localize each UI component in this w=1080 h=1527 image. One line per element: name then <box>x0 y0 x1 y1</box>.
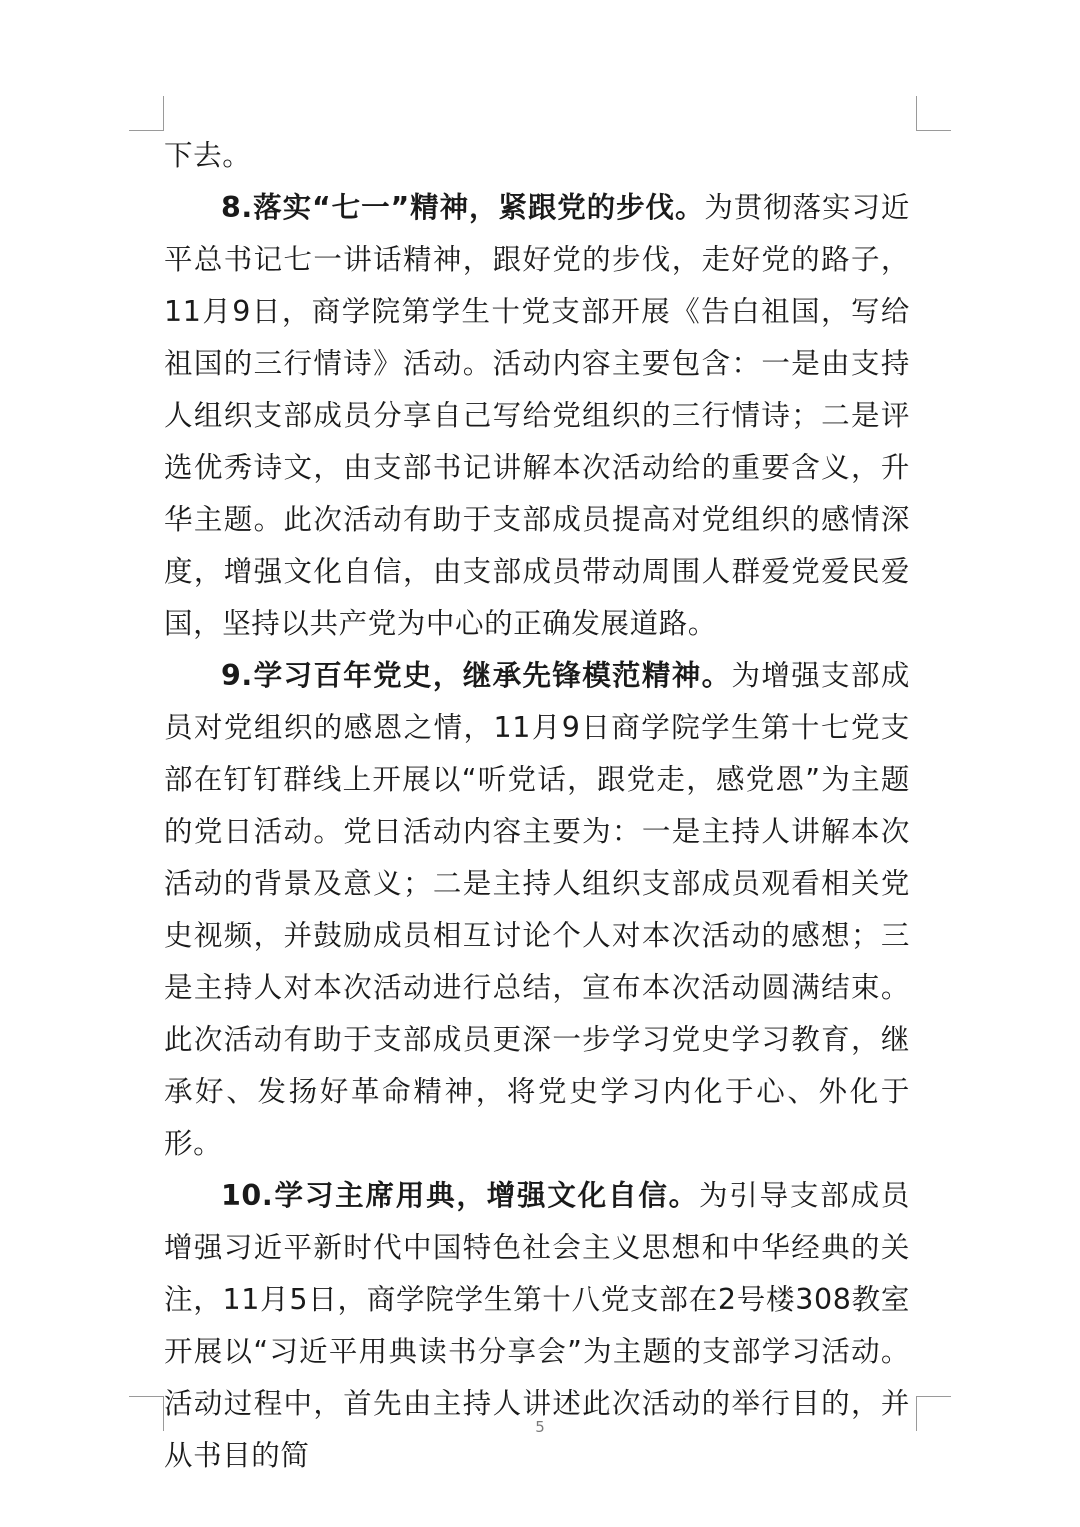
crop-mark-top-left <box>129 96 164 131</box>
paragraph-text: 为贯彻落实习近平总书记七一讲话精神，跟好党的步伐，走好党的路子，11月9日，商学院第学生十党支部开展《告白祖国，写给祖国的三行情诗》活动。活动内容主要包含：一是由支持人组织支部成员分享自己写给党组织的三行情诗；二是评选优秀诗文，由支部书记讲解本次活动给的重要含义，升华主题。此次活动有助于支部成员提高对党组织的感情深度，增强文化自信，由支部成员带动周围人群爱党爱民爱国，坚持以共产党为中心的正确发展道路。 <box>164 191 910 640</box>
paragraph-item-9 <box>164 650 910 1170</box>
paragraph-text: 为引导支部成员增强习近平新时代中国特色社会主义思想和中华经典的关注，11月5日，商学院学生第十八党支部在2号楼308教室开展以“习近平用典读书分享会”为主题的支部学习活动。活动过程中，首先由主持人讲述此次活动的举行目的，并从书目的简 <box>164 1179 910 1472</box>
crop-mark-top-right <box>916 96 951 131</box>
page-number: 5 <box>535 1418 545 1436</box>
paragraph-heading: 8.落实“七一”精神，紧跟党的步伐。 <box>221 191 705 224</box>
document-body <box>164 130 910 1482</box>
paragraph-heading: 10.学习主席用典，增强文化自信。 <box>221 1179 699 1212</box>
paragraph-text: 下去。 <box>164 139 252 172</box>
paragraph-heading: 9.学习百年党史，继承先锋模范精神。 <box>221 659 732 692</box>
paragraph-item-8 <box>164 182 910 650</box>
paragraph-continuation <box>164 130 910 182</box>
paragraph-text: 为增强支部成员对党组织的感恩之情，11月9日商学院学生第十七党支部在钉钉群线上开展以“听党话，跟党走，感党恩”为主题的党日活动。党日活动内容主要为：一是主持人讲解本次活动的背景及意义；二是主持人组织支部成员观看相关党史视频，并鼓励成员相互讨论个人对本次活动的感想；三是主持人对本次活动进行总结，宣布本次活动圆满结束。此次活动有助于支部成员更深一步学习党史学习教育，继承好、发扬好革命精神，将党史学习内化于心、外化于形。 <box>164 659 910 1160</box>
